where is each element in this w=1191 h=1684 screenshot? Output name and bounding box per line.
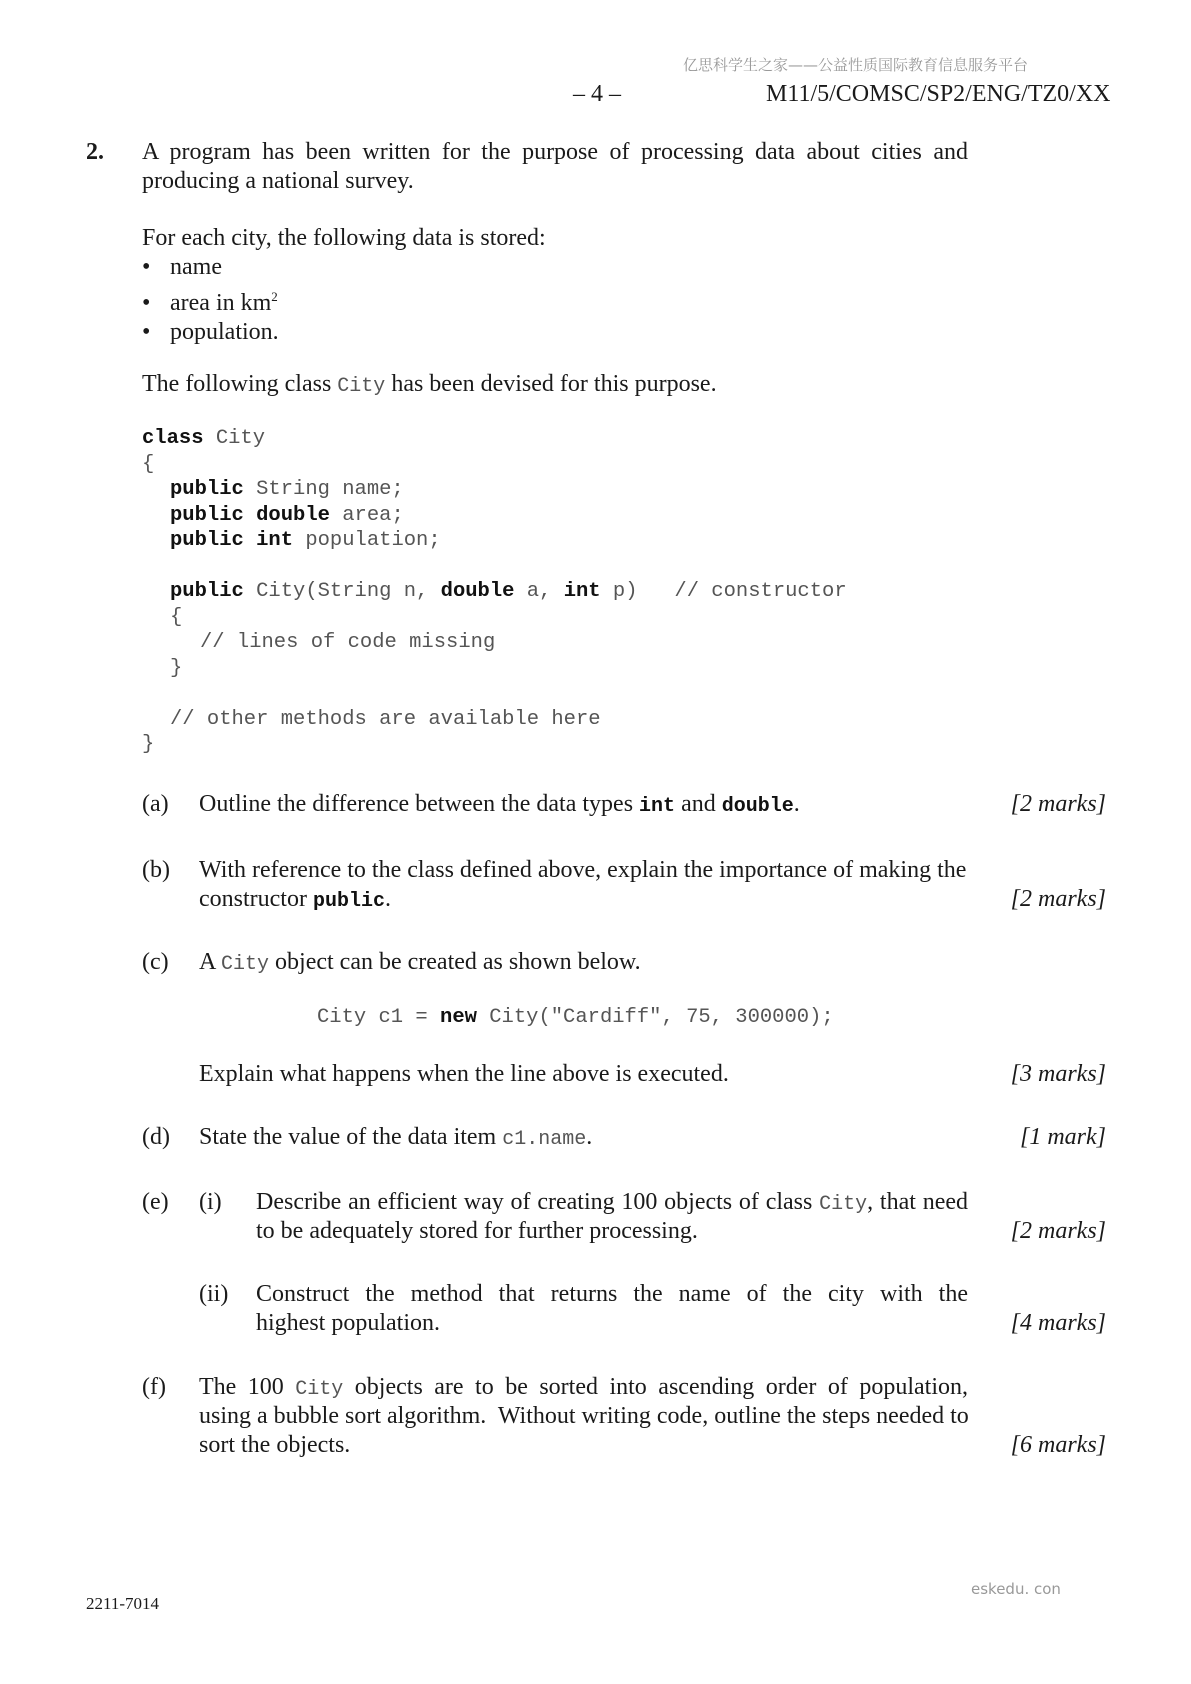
- part-a-label: (a): [142, 791, 169, 817]
- part-b-line1: With reference to the class defined above, explain the importance of making the: [199, 857, 967, 883]
- page-number: – 4 –: [573, 81, 621, 107]
- part-f-line1: The 100 City objects are to be sorted into ascending order of population,: [199, 1374, 969, 1401]
- code-line: {: [142, 452, 155, 476]
- part-f-label: (f): [142, 1374, 166, 1400]
- part-f-line2: using a bubble sort algorithm. Without writing code, outline the steps needed to: [199, 1403, 969, 1429]
- part-e-i-label: (i): [199, 1189, 222, 1215]
- code-line: public int population;: [170, 529, 441, 552]
- class-code-block: [142, 426, 847, 758]
- part-e-label: (e): [142, 1189, 169, 1215]
- part-f-line3: sort the objects.: [199, 1432, 351, 1458]
- part-e-ii-line1: Construct the method that returns the name of the city with the: [256, 1281, 968, 1307]
- code-line: public String name;: [170, 478, 404, 501]
- part-f-marks: [6 marks]: [1010, 1432, 1106, 1458]
- bullet-item: • population.: [142, 319, 279, 345]
- footer-code: 2211-7014: [86, 1594, 160, 1613]
- footer-watermark: eskedu. con: [971, 1580, 1061, 1598]
- part-d-text: State the value of the data item c1.name.: [199, 1124, 593, 1151]
- part-b-marks: [2 marks]: [1010, 886, 1106, 912]
- code-line: {: [170, 605, 183, 629]
- code-line: }: [142, 733, 155, 756]
- bullet-list: [142, 253, 279, 347]
- part-e-ii-label: (ii): [199, 1281, 229, 1307]
- part-e-i-marks: [2 marks]: [1010, 1218, 1106, 1244]
- class-lead: The following class City has been devised for this purpose.: [142, 371, 717, 398]
- exam-code: M11/5/COMSC/SP2/ENG/TZ0/XX: [766, 81, 1111, 107]
- part-c-text: A City object can be created as shown below.: [199, 949, 641, 976]
- part-b-line2: constructor public.: [199, 886, 391, 913]
- code-line: class City: [142, 427, 266, 450]
- data-lead: For each city, the following data is stored:: [142, 225, 546, 251]
- part-c-code: City c1 = new City("Cardiff", 75, 300000);: [317, 1006, 834, 1029]
- part-a-text: Outline the difference between the data types int and double.: [199, 791, 800, 818]
- part-c-label: (c): [142, 949, 169, 975]
- part-e-ii-line2: highest population.: [256, 1310, 440, 1336]
- part-d-marks: [1 mark]: [1019, 1124, 1106, 1150]
- code-line: // other methods are available here: [170, 707, 601, 731]
- code-line: // lines of code missing: [200, 631, 496, 654]
- part-e-i-line2: to be adequately stored for further processing.: [256, 1218, 698, 1244]
- bullet-item: • name: [142, 254, 222, 280]
- question-number: 2.: [86, 139, 104, 165]
- part-a-marks: [2 marks]: [1010, 791, 1106, 817]
- code-line: public double area;: [170, 503, 404, 527]
- part-e-i-line1: Describe an efficient way of creating 100 objects of class City, that need: [256, 1189, 969, 1216]
- question-intro: A program has been written for the purpose of processing data about cities and producing a national survey.: [142, 139, 968, 194]
- part-e-ii-marks: [4 marks]: [1010, 1310, 1106, 1336]
- part-c-explain: Explain what happens when the line above is executed.: [199, 1061, 729, 1087]
- code-line: }: [170, 656, 183, 680]
- part-d-label: (d): [142, 1124, 170, 1150]
- header-watermark: 亿思科学生之家——公益性质国际教育信息服务平台: [683, 56, 1029, 74]
- code-line: public City(String n, double a, int p) // constructor: [170, 580, 847, 603]
- bullet-item: • area in $km^2$: [142, 289, 278, 316]
- part-c-marks: [3 marks]: [1010, 1061, 1106, 1087]
- part-b-label: (b): [142, 857, 170, 883]
